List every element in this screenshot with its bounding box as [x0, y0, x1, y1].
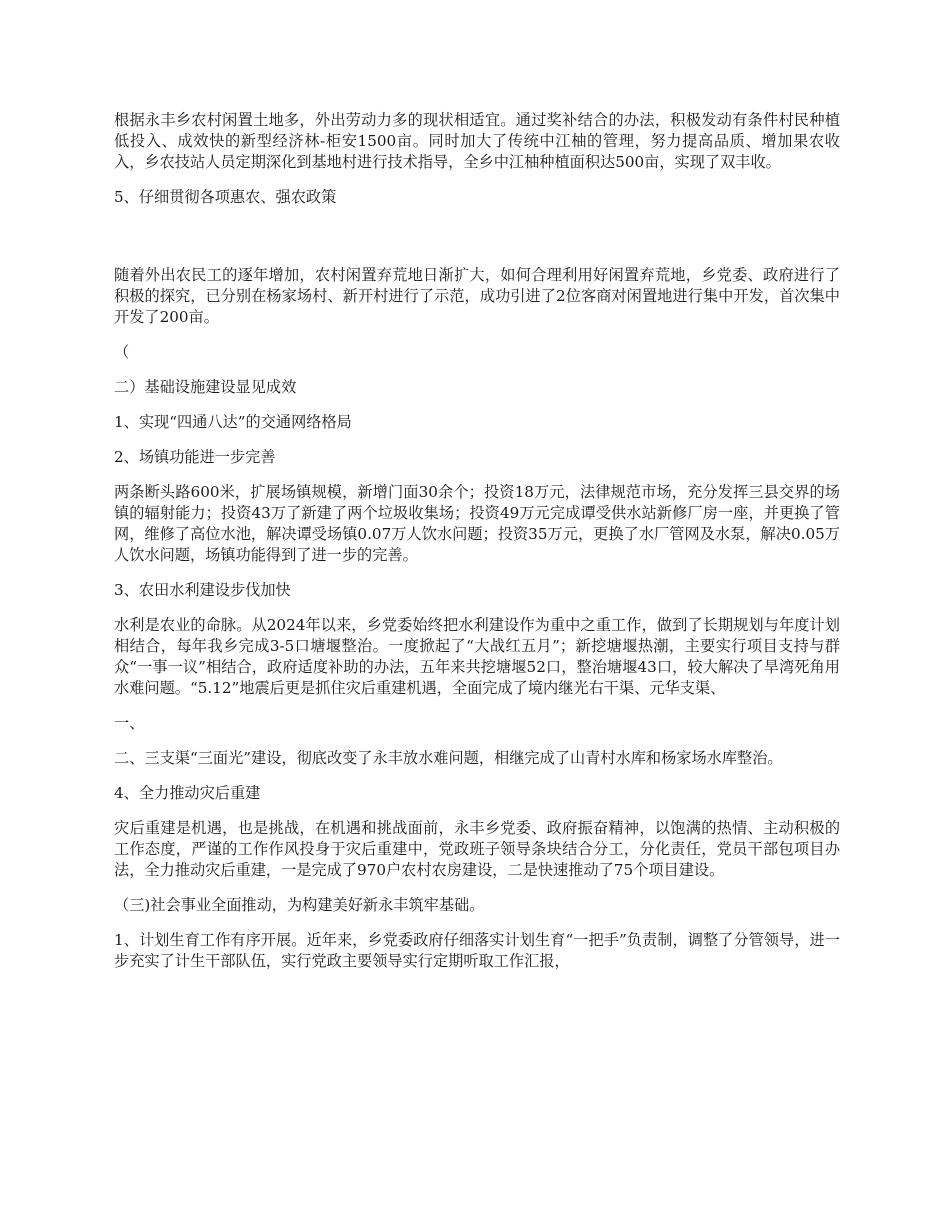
- section-heading: 3、农田水利建设步伐加快: [114, 581, 291, 599]
- paragraph: 灾后重建是机遇，也是挑战，在机遇和挑战面前，永丰乡党委、政府振奋精神，以饱满的热情、主动积极的工作态度，严谨的工作作风投身于灾后重建中，党政班子领导条块结合分工，分化责任，党员干部包项目办法，全力推动灾后重建，一是完成了970户农村农房建设，二是快速推动了75个项目建设。: [114, 819, 840, 879]
- section-heading: 2、场镇功能进一步完善: [114, 448, 276, 466]
- section-heading: 一、: [114, 714, 145, 732]
- section-heading: 1、实现“四通八达”的交通网络格局: [114, 413, 352, 431]
- section-heading: （: [114, 343, 130, 361]
- section-heading: （三)社会事业全面推动，为构建美好新永丰筑牢基础。: [114, 896, 485, 914]
- paragraph: 1、计划生育工作有序开展。近年来，乡党委政府仔细落实计划生育“一把手”负责制，调整了分管领导，进一步充实了计生干部队伍，实行党政主要领导实行定期听取工作汇报，: [114, 931, 840, 970]
- paragraph: 随着外出农民工的逐年增加，农村闲置弃荒地日渐扩大，如何合理利用好闲置弃荒地，乡党委、政府进行了积极的探究，已分别在杨家场村、新开村进行了示范，成功引进了2位客商对闲置地进行集中开发，首次集中开发了200亩。: [114, 266, 840, 326]
- paragraph: 两条断头路600米，扩展场镇规模，新增门面30余个；投资18万元，法律规范市场，充分发挥三县交界的场镇的辐射能力；投资43万了新建了两个垃圾收集场；投资49万元完成谭受供水站新修厂房一座，并更换了管网，维修了高位水池，解决谭受场镇0.07万人饮水问题；投资35万元，更换了水厂管网及水泵，解决0.05万人饮水问题，场镇功能得到了进一步的完善。: [114, 483, 840, 564]
- section-heading: 5、仔细贯彻各项惠农、强农政策: [114, 188, 337, 206]
- paragraph: 二、三支渠“三面光”建设，彻底改变了永丰放水难问题，相继完成了山青村水库和杨家场水库整治。: [114, 749, 783, 767]
- section-heading: 二）基础设施建设显见成效: [114, 378, 297, 396]
- section-heading: 4、全力推动灾后重建: [114, 784, 261, 802]
- paragraph: 根据永丰乡农村闲置土地多，外出劳动力多的现状相适宜。通过奖补结合的办法，积极发动有条件村民种植低投入、成效快的新型经济林-柜安1500亩。同时加大了传统中江柚的管理，努力提高品质、增加果农收入，乡农技站人员定期深化到基地村进行技术指导，全乡中江柚种植面积达500亩，实现了双丰收。: [114, 111, 840, 171]
- document-page: [114, 110, 840, 986]
- blank-gap: [114, 222, 840, 265]
- paragraph: 水利是农业的命脉。从2024年以来，乡党委始终把水利建设作为重中之重工作，做到了长期规划与年度计划相结合，每年我乡完成3-5口塘堰整治。一度掀起了“大战红五月”；新挖塘堰热潮，主要实行项目支持与群众“一事一议”相结合，政府适度补助的办法，五年来共挖塘堰52口，整治塘堰43口，较大解决了旱湾死角用水难问题。“5.12”地震后更是抓住灾后重建机遇，全面完成了境内继光右干渠、元华支渠、: [114, 616, 840, 697]
